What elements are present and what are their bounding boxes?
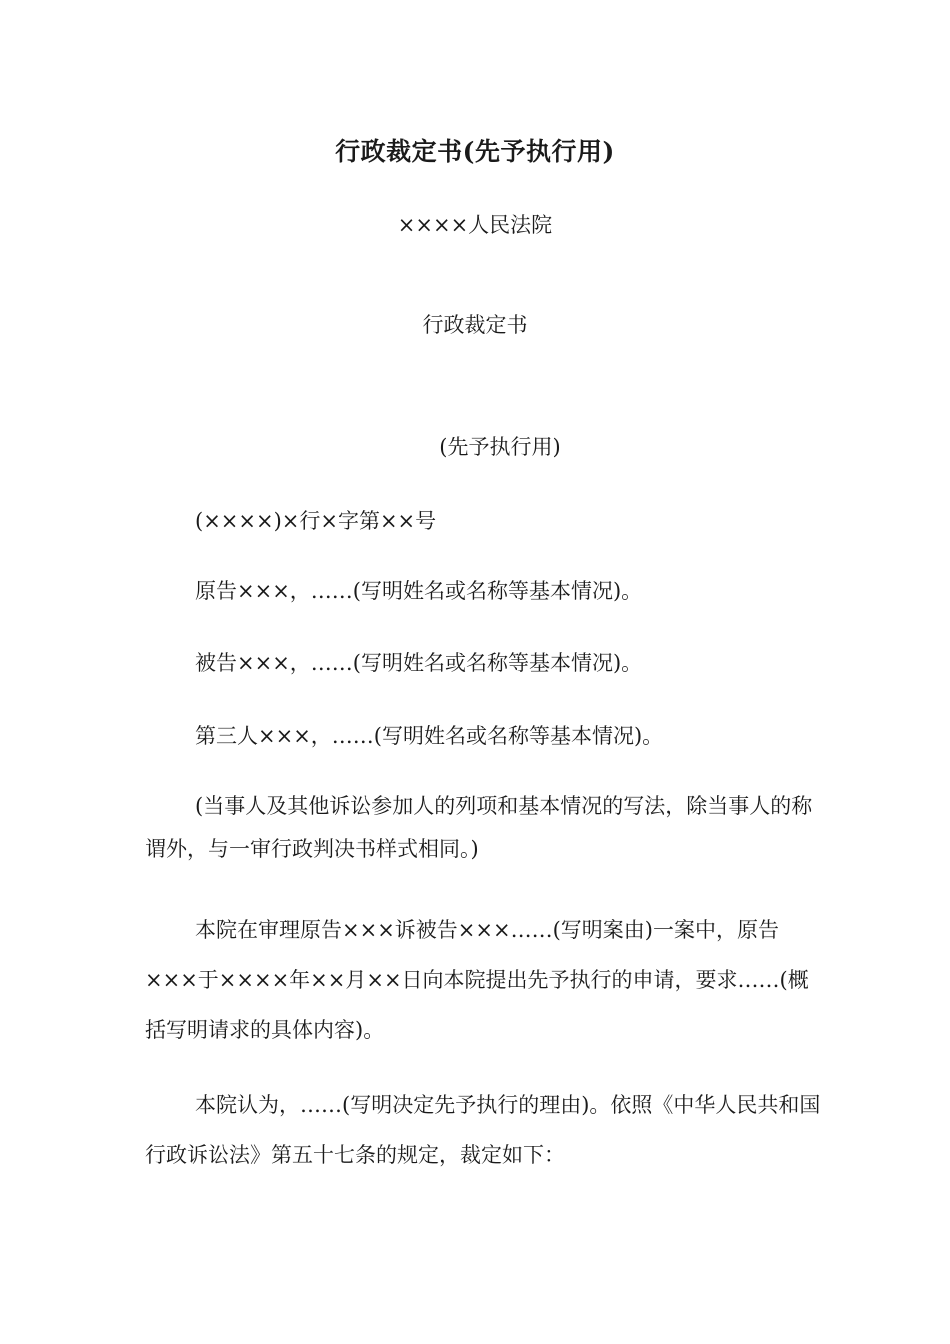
plaintiff-paragraph: 原告×××，……(写明姓名或名称等基本情况)。 xyxy=(195,579,643,603)
document-type: 行政裁定书 xyxy=(422,313,528,337)
document-usage: (先予执行用) xyxy=(439,435,561,459)
reasoning-paragraph: 本院认为，……(写明决定先予执行的理由)。依照《中华人民共和国行政诉讼法》第五十七条的规定，裁定如下： xyxy=(145,1093,821,1167)
case-number: (××××)×行×字第××号 xyxy=(195,509,437,533)
third-party-paragraph: 第三人×××，……(写明姓名或名称等基本情况)。 xyxy=(195,724,664,748)
court-name: ××××人民法院 xyxy=(397,213,553,237)
defendant-paragraph: 被告×××，……(写明姓名或名称等基本情况)。 xyxy=(195,651,643,675)
note-paragraph: (当事人及其他诉讼参加人的列项和基本情况的写法，除当事人的称谓外，与一审行政判决书样式相同。) xyxy=(145,794,813,861)
document-title: 行政裁定书(先予执行用) xyxy=(335,137,615,166)
facts-paragraph: 本院在审理原告×××诉被告×××……(写明案由)一案中，原告×××于××××年××月××日向本院提出先予执行的申请，要求……(概括写明请求的具体内容)。 xyxy=(145,918,809,1042)
